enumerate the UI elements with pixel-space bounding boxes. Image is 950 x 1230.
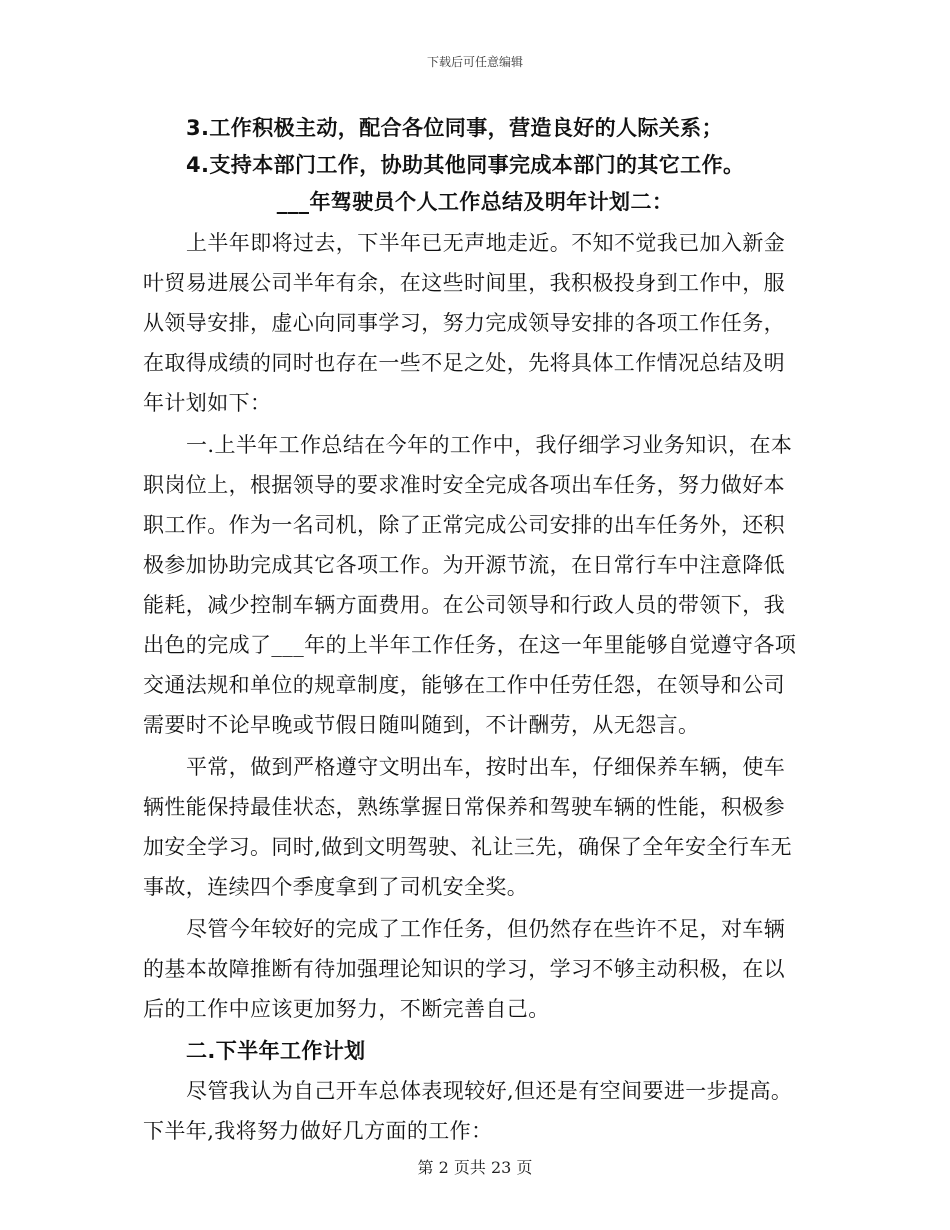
page-header: 下载后可任意编辑 bbox=[426, 55, 523, 69]
paragraph-line: 职工作。作为一名司机，除了正常完成公司安排的出车任务外，还积 bbox=[143, 513, 785, 537]
paragraph-line: 职岗位上，根据领导的要求准时安全完成各项出车任务，努力做好本 bbox=[143, 473, 785, 497]
paragraph-line: 能耗，减少控制车辆方面费用。在公司领导和行政人员的带领下，我 bbox=[143, 593, 785, 617]
page-number: 第 2 页共 23 页 bbox=[417, 1158, 533, 1177]
paragraph-line: 尽管我认为自己开车总体表现较好,但还是有空间要进一步提高。 bbox=[186, 1079, 793, 1103]
paragraph-line: 年计划如下： bbox=[143, 391, 272, 415]
paragraph-line: 事故，连续四个季度拿到了司机安全奖。 bbox=[143, 875, 529, 899]
paragraph-line: 后的工作中应该更加努力，不断完善自己。 bbox=[143, 997, 550, 1021]
paragraph-line: 一.上半年工作总结在今年的工作中，我仔细学习业务知识，在本 bbox=[186, 433, 793, 457]
section-title: ___年驾驶员个人工作总结及明年计划二： bbox=[276, 190, 674, 214]
paragraph-line: 平常，做到严格遵守文明出车，按时出车，仔细保养车辆，使车 bbox=[186, 755, 786, 779]
paragraph-line: 需要时不论早晚或节假日随叫随到，不计酬劳，从无怨言。 bbox=[143, 713, 700, 737]
paragraph-line: 辆性能保持最佳状态，熟练掌握日常保养和驾驶车辆的性能，积极参 bbox=[143, 795, 785, 819]
paragraph-line: 交通法规和单位的规章制度，能够在工作中任劳任怨，在领导和公司 bbox=[143, 673, 785, 697]
paragraph-line: 极参加协助完成其它各项工作。为开源节流，在日常行车中注意降低 bbox=[143, 553, 785, 577]
paragraph-line: 上半年即将过去，下半年已无声地走近。不知不觉我已加入新金 bbox=[186, 231, 786, 255]
paragraph-line: 的基本故障推断有待加强理论知识的学习，学习不够主动积极，在以 bbox=[143, 957, 785, 981]
list-item-3: 3.工作积极主动，配合各位同事，营造良好的人际关系； bbox=[186, 116, 723, 140]
paragraph-line: 出色的完成了___年的上半年工作任务，在这一年里能够自觉遵守各项 bbox=[143, 633, 797, 657]
paragraph-line: 尽管今年较好的完成了工作任务，但仍然存在些许不足，对车辆 bbox=[186, 917, 786, 941]
paragraph-line: 叶贸易进展公司半年有余，在这些时间里，我积极投身到工作中，服 bbox=[143, 271, 785, 295]
section-heading: 二.下半年工作计划 bbox=[186, 1039, 366, 1063]
paragraph-line: 加安全学习。同时,做到文明驾驶、礼让三先，确保了全年安全行车无 bbox=[143, 835, 793, 859]
paragraph-line: 下半年,我将努力做好几方面的工作： bbox=[143, 1119, 493, 1143]
paragraph-line: 从领导安排，虚心向同事学习，努力完成领导安排的各项工作任务， bbox=[143, 311, 785, 335]
paragraph-line: 在取得成绩的同时也存在一些不足之处，先将具体工作情况总结及明 bbox=[143, 351, 785, 375]
list-item-4: 4.支持本部门工作，协助其他同事完成本部门的其它工作。 bbox=[186, 153, 745, 177]
